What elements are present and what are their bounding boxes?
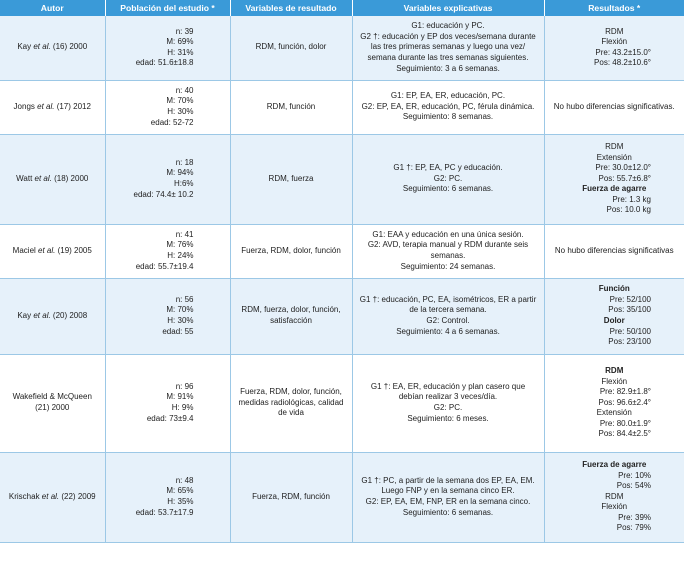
result-line: Flexión: [601, 502, 628, 512]
table-row: [0, 16, 684, 80]
result-line: RDM: [605, 365, 624, 375]
table-row: [0, 452, 684, 542]
result-line: Pre: 52/100: [609, 294, 651, 304]
result-line: Pos: 79%: [616, 523, 651, 533]
population-cell: [105, 16, 230, 80]
population-cell: [105, 134, 230, 224]
outcome-variables-cell: [230, 80, 352, 134]
result-line: Dolor: [603, 316, 625, 325]
explanatory-line: G2: AVD, terapia manual y RDM durante seis: [367, 240, 529, 250]
author-etal: et al.: [33, 42, 51, 52]
author-etal: et al.: [34, 173, 52, 183]
author-etal: et al.: [33, 310, 51, 320]
explanatory-line: de la tercera semana.: [409, 305, 487, 315]
author-cell: [0, 16, 105, 80]
population-line: H:6%: [173, 179, 194, 188]
results-cell: [544, 278, 684, 354]
author-name: Maciel: [12, 245, 39, 255]
table-row: [0, 278, 684, 354]
author-name: Kay: [17, 42, 34, 52]
result-line: Extensión: [596, 408, 632, 418]
table-row: [0, 134, 684, 224]
population-line: edad: 73±9.4: [146, 413, 194, 423]
author-cell: [0, 452, 105, 542]
explanatory-variables-cell: [352, 354, 544, 452]
population-line: edad: 52-72: [150, 117, 194, 127]
table-row: [0, 224, 684, 278]
result-line: RDM: [605, 491, 624, 501]
population-line: n: 96: [175, 381, 194, 391]
outcome-variables-cell: [230, 452, 352, 542]
result-line: Fuerza de agarre: [582, 459, 647, 469]
population-line: edad: 74.4± 10.2: [133, 189, 194, 199]
result-line: Pos: 84.4±2.5°: [598, 429, 651, 439]
results-cell: [544, 134, 684, 224]
result-line: Pos: 96.6±2.4°: [598, 397, 651, 407]
population-line: H: 30%: [167, 107, 194, 116]
explanatory-line: G1: EP, EA, ER, educación, PC.: [390, 91, 506, 101]
population-line: n: 56: [175, 294, 194, 304]
result-line: Pre: 1.3 kg: [612, 194, 651, 204]
explanatory-variables-cell: [352, 80, 544, 134]
result-line: Extensión: [596, 152, 632, 162]
explanatory-variables-cell: [352, 452, 544, 542]
result-line: Pre: 50/100: [609, 326, 651, 336]
outcome-variable-line: de vida: [278, 408, 304, 418]
results-cell: [544, 452, 684, 542]
explanatory-line: G2: EP, EA, ER, educación, PC, férula dinámica.: [361, 101, 535, 111]
population-line: edad: 51.6±18.8: [135, 58, 194, 68]
population-line: n: 40: [175, 85, 194, 95]
outcome-variable-line: RDM, función, dolor: [255, 42, 327, 52]
author-ref: (21) 2000: [35, 403, 70, 412]
author-ref: (16) 2000: [50, 42, 88, 52]
explanatory-line: G1 †: PC, a partir de la semana dos EP, EA, EM.: [361, 475, 535, 485]
population-line: H: 30%: [167, 316, 194, 325]
population-line: n: 48: [175, 475, 194, 485]
population-line: n: 41: [175, 229, 194, 239]
population-line: M: 70%: [166, 96, 194, 106]
result-line: Pos: 23/100: [608, 337, 651, 347]
result-line: Pos: 54%: [616, 481, 651, 491]
explanatory-line: debían realizar 3 veces/día.: [398, 392, 498, 402]
population-line: H: 35%: [167, 497, 194, 506]
result-line: Fuerza de agarre: [582, 184, 647, 194]
result-line: Flexión: [601, 37, 628, 47]
outcome-variable-line: medidas radiológicas, calidad: [238, 397, 344, 407]
result-line: Pos: 48.2±10.6°: [594, 58, 651, 68]
results-cell: [544, 80, 684, 134]
header-row: [0, 0, 684, 16]
outcome-variables-cell: [230, 16, 352, 80]
population-line: edad: 53.7±17.9: [135, 507, 194, 517]
explanatory-line: G1: educación y PC.: [411, 21, 485, 31]
result-line: RDM: [605, 141, 624, 151]
population-line: M: 70%: [166, 305, 194, 315]
outcome-variables-cell: [230, 224, 352, 278]
population-line: H: 31%: [167, 47, 194, 57]
author-etal: et al.: [38, 245, 56, 255]
author-ref: (19) 2005: [55, 245, 92, 255]
population-cell: [105, 354, 230, 452]
author-name: Krischak: [8, 491, 42, 501]
results-cell: [544, 224, 684, 278]
author-ref: (20) 2008: [50, 310, 88, 320]
outcome-variables-cell: [230, 134, 352, 224]
explanatory-variables-cell: [352, 16, 544, 80]
author-ref: (18) 2000: [51, 173, 89, 183]
explanatory-line: Seguimiento: 6 semanas.: [402, 184, 494, 194]
header-variables-explicativas: Variables explicativas: [352, 0, 544, 16]
explanatory-line: Seguimiento: 24 semanas.: [400, 261, 496, 271]
result-line: RDM: [605, 26, 624, 36]
explanatory-line: Seguimiento: 6 semanas.: [402, 507, 494, 517]
population-line: M: 91%: [166, 392, 194, 402]
result-line: No hubo diferencias significativas: [554, 245, 674, 255]
outcome-variable-line: Fuerza, RDM, función: [252, 491, 330, 501]
author-etal: et al.: [37, 101, 55, 111]
explanatory-line: G2: PC.: [433, 173, 463, 183]
author-etal: et al.: [41, 491, 60, 501]
explanatory-line: Seguimiento: 6 meses.: [407, 413, 489, 423]
table-row: [0, 80, 684, 134]
result-line: Pre: 80.0±1.9°: [599, 418, 651, 428]
result-line: Pre: 82.9±1.8°: [599, 387, 651, 397]
population-line: edad: 55: [162, 326, 194, 336]
result-line: Pre: 10%: [618, 470, 651, 480]
population-line: H: 9%: [171, 403, 194, 412]
population-cell: [105, 224, 230, 278]
result-line: No hubo diferencias significativas.: [553, 101, 675, 111]
header-poblacion: Población del estudio *: [105, 0, 230, 16]
result-line: Flexión: [601, 376, 628, 386]
population-line: M: 94%: [166, 168, 194, 178]
outcome-variables-cell: [230, 354, 352, 452]
population-cell: [105, 80, 230, 134]
author-name: Wakefield & McQueen: [12, 392, 92, 402]
result-line: Pos: 35/100: [608, 305, 651, 315]
result-line: Función: [598, 284, 630, 294]
explanatory-line: las tres primeras semanas y luego una vez/: [370, 42, 526, 52]
author-cell: [0, 80, 105, 134]
results-cell: [544, 16, 684, 80]
outcome-variable-line: RDM, función: [266, 101, 316, 111]
explanatory-variables-cell: [352, 134, 544, 224]
author-name: Jongs: [13, 101, 38, 111]
author-cell: [0, 278, 105, 354]
explanatory-line: G1 †: EA, ER, educación y plan casero que: [370, 381, 526, 391]
explanatory-line: G2: PC.: [433, 403, 463, 412]
author-ref: (17) 2012: [54, 101, 91, 111]
population-line: H: 24%: [167, 251, 194, 260]
author-ref: (22) 2009: [59, 491, 96, 501]
explanatory-line: G1 †: EP, EA, PC y educación.: [393, 163, 503, 173]
header-variables-resultado: Variables de resultado: [230, 0, 352, 16]
population-line: M: 69%: [166, 37, 194, 47]
explanatory-line: G1: EAA y educación en una única sesión.: [372, 229, 524, 239]
author-cell: [0, 224, 105, 278]
explanatory-line: Seguimiento: 8 semanas.: [402, 112, 494, 122]
population-cell: [105, 452, 230, 542]
result-line: Pos: 55.7±6.8°: [598, 173, 651, 183]
outcome-variable-line: Fuerza, RDM, dolor, función,: [240, 387, 342, 397]
outcome-variables-cell: [230, 278, 352, 354]
explanatory-line: semana durante las tres semanas siguientes.: [367, 53, 529, 63]
header-resultados: Resultados *: [544, 0, 684, 16]
table-row: [0, 354, 684, 452]
explanatory-line: G2: EP, EA, EM, FNP, ER en la semana cinco.: [365, 497, 531, 506]
outcome-variable-line: satisfacción: [270, 316, 312, 325]
population-line: edad: 55.7±19.4: [135, 261, 194, 271]
outcome-variable-line: Fuerza, RDM, dolor, función: [241, 245, 341, 255]
result-line: Pre: 43.2±15.0°: [595, 47, 651, 57]
population-line: n: 39: [175, 26, 194, 36]
author-cell: [0, 134, 105, 224]
population-cell: [105, 278, 230, 354]
result-line: Pre: 39%: [618, 512, 651, 522]
outcome-variable-line: RDM, fuerza, dolor, función,: [241, 305, 341, 315]
author-name: Watt: [16, 173, 35, 183]
explanatory-variables-cell: [352, 224, 544, 278]
explanatory-line: semanas.: [430, 251, 466, 260]
population-line: n: 18: [175, 157, 194, 167]
population-line: M: 65%: [166, 486, 194, 496]
header-autor: Autor: [0, 0, 105, 16]
author-cell: [0, 354, 105, 452]
explanatory-line: Seguimiento: 4 a 6 semanas.: [396, 326, 500, 336]
explanatory-line: G2 †: educación y EP dos veces/semana durante: [360, 31, 536, 41]
explanatory-variables-cell: [352, 278, 544, 354]
population-line: M: 76%: [166, 240, 194, 250]
author-name: Kay: [17, 310, 34, 320]
explanatory-line: Seguimiento: 3 a 6 semanas.: [396, 63, 500, 73]
explanatory-line: G1 †: educación, PC, EA, isométricos, ER a partir: [359, 294, 537, 304]
result-line: Pre: 30.0±12.0°: [595, 163, 651, 173]
explanatory-line: G2: Control.: [426, 316, 470, 325]
outcome-variable-line: RDM, fuerza: [268, 173, 314, 183]
explanatory-line: Luego FNP y en la semana cinco ER.: [381, 486, 515, 496]
result-line: Pos: 10.0 kg: [606, 205, 651, 215]
results-cell: [544, 354, 684, 452]
